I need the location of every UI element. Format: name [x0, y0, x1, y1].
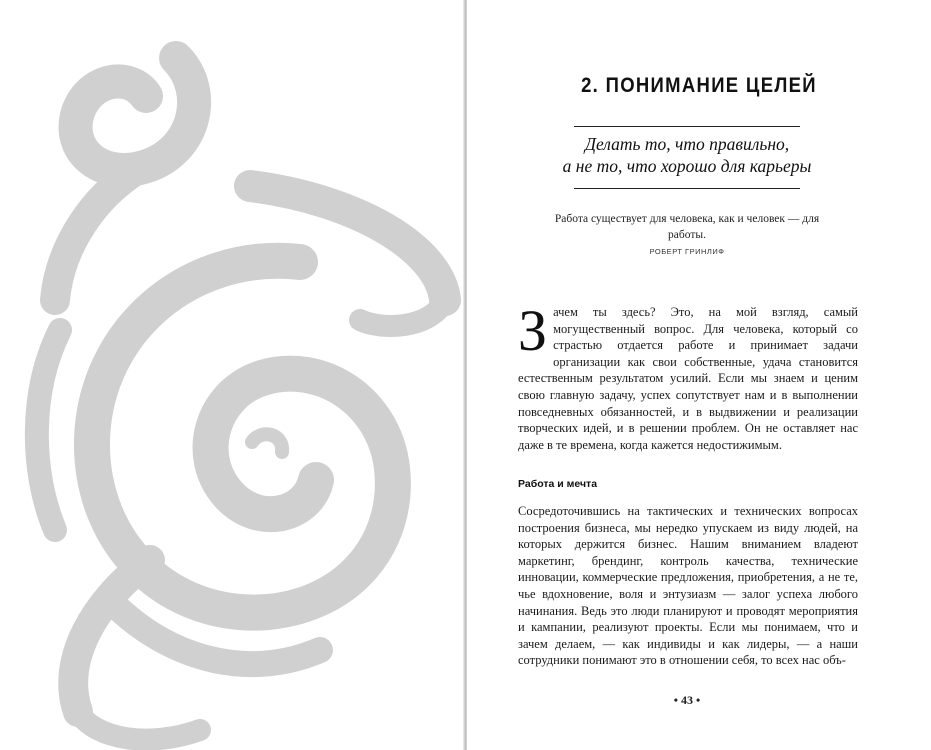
subtitle-rule-top: [574, 126, 800, 127]
subtitle-line-1: Делать то, что правильно,: [584, 134, 790, 154]
chapter-subtitle: [527, 133, 847, 177]
right-page: [467, 0, 931, 750]
decorative-swirl-ornament: [0, 0, 465, 750]
epigraph-quote: Работа существует для человека, как и человек — для работы.: [554, 213, 820, 241]
drop-cap: З: [518, 298, 548, 363]
chapter-title: 2. ПОНИМАНИЕ ЦЕЛЕЙ: [581, 74, 817, 97]
left-page: [0, 0, 465, 750]
paragraph-intro: [518, 298, 858, 453]
section-heading: Работа и мечта: [518, 478, 598, 490]
subtitle-line-2: а не то, что хорошо для карьеры: [562, 156, 812, 176]
subtitle-rule-bottom: [574, 188, 800, 189]
page-number: • 43 •: [673, 693, 701, 707]
paragraph-section: Сосредоточившись на тактических и технических вопросах построения бизнеса, мы нередко упускаем из виду людей, на которых держится бизнес. Нашим вниманием владеют маркетинг, брендинг, контроль качества, технические инновации, коммерческие предложения, приобретения, а не те, чье вдохновение, воля и энтузиазм — залог успеха любого начинания. Ведь это люди планируют и проводят мероприятия и кампании, реализуют проекты. Если мы понимаем, что и зачем делаем, — как индивиды и как лидеры, — а наши сотрудники понимают это в отношении себя, то всех нас объ-: [518, 504, 858, 668]
epigraph-author: РОБЕРТ ГРИНЛИФ: [649, 247, 725, 256]
paragraph-intro-text: ачем ты здесь? Это, на мой взгляд, самый могущественный вопрос. Для человека, который со страстью отдается работе и принимает задачи организации как свои собственные, удача становится естественным результатом усилий. Если мы знаем и ценим свою главную задачу, успех сопутствует нам и в выполнении повседневных обязанностей, и в выдвижении и реализации творческих идей, и в решении проблем. Он не оставляет нас даже в те времена, когда кажется недостижимым.: [518, 305, 858, 452]
